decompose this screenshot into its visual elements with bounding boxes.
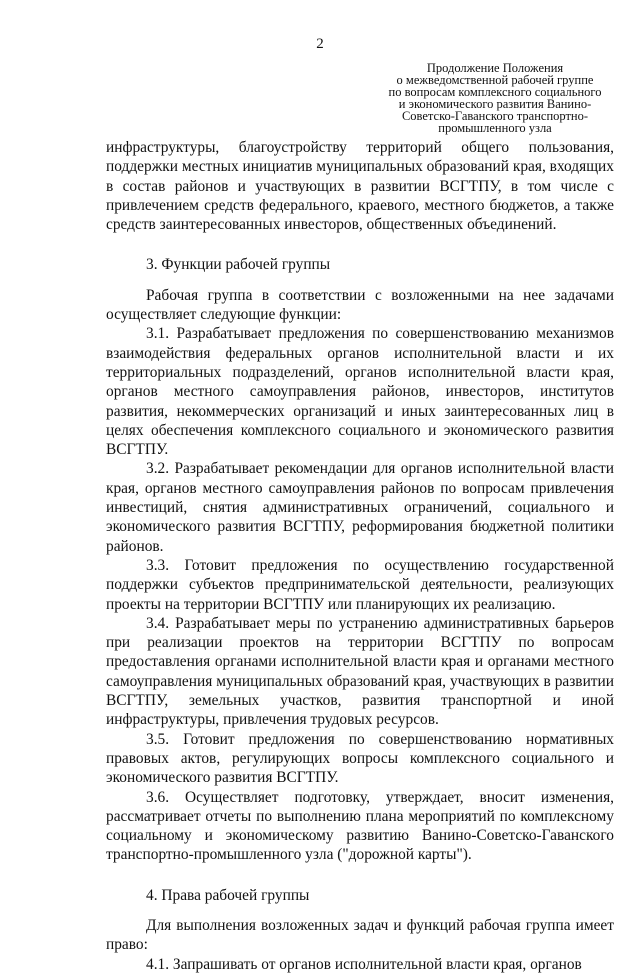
intro-paragraph: инфраструктуры, благоустройству территорий общего пользования, поддержки местных инициатив муниципальных образований края, входящих в состав районов и участвующих в развитии ВСГТПУ, в том числе с привлечением средств федерального, краевого, местного бюджетов, а также средств заинтересованных инвесторов, общественных объединений. (106, 139, 614, 234)
header-note-line: промышленного узла (438, 121, 552, 135)
section-3-heading: 3. Функции рабочей группы (146, 256, 331, 274)
page-number: 2 (316, 36, 324, 52)
section-4-intro: Для выполнения возложенных задач и функций рабочая группа имеет право: (106, 916, 614, 954)
header-note-line: Продолжение Положения (426, 61, 564, 75)
document-body (106, 138, 614, 974)
section-4-heading: 4. Права рабочей группы (146, 886, 310, 904)
section-3-item: 3.6. Осуществляет подготовку, утверждает, вносит изменения, рассматривает отчеты по выполнению плана мероприятий по комплексному социальному и экономическому развитию Ванино-Советско-Гаванского транспортно-промышленного узла ("дорожной карты"). (106, 788, 614, 864)
section-3-intro: Рабочая группа в соответствии с возложенными на нее задачами осуществляет следующие функции: (106, 286, 614, 324)
header-note (385, 62, 605, 134)
section-3-item: 3.3. Готовит предложения по осуществлению государственной поддержки субъектов предпринимательской деятельности, реализующих проекты на территории ВСГТПУ или планирующих их реализацию. (106, 556, 614, 613)
section-3-item: 3.2. Разрабатывает рекомендации для органов исполнительной власти края, органов местного самоуправления районов по вопросам привлечения инвестиций, снятия административных ограничений, социального и экономического развития ВСГТПУ, реформирования бюджетной политики районов. (106, 460, 614, 555)
section-4-item: 4.1. Запрашивать от органов исполнительной власти края, органов (146, 955, 582, 973)
section-3-item: 3.4. Разрабатывает меры по устранению административных барьеров при реализации проектов на территории ВСГТПУ по вопросам предоставления органами исполнительной власти края и органами местного самоуправления муниципальных образований края, участвующих в развитии ВСГТПУ, земельных участков, развития транспортной и иной инфраструктуры, привлечения трудовых ресурсов. (106, 614, 614, 729)
header-note-line: о межведомственной рабочей группе (396, 73, 594, 87)
header-note-line: и экономического развития Ванино- (398, 97, 592, 111)
header-note-line: Советско-Гаванского транспортно- (401, 109, 589, 123)
section-3-item: 3.5. Готовит предложения по совершенствованию нормативных правовых актов, регулирующих вопросы комплексного социального и экономического развития ВСГТПУ. (106, 730, 614, 787)
section-3-item: 3.1. Разрабатывает предложения по совершенствованию механизмов взаимодействия федеральных органов исполнительной власти и их территориальных подразделений, органов исполнительной власти края, органов местного самоуправления районов, инвесторов, институтов развития, некоммерческих организаций и иных заинтересованных лиц в целях обеспечения комплексного социального и экономического развития ВСГТПУ. (106, 325, 614, 459)
header-note-line: по вопросам комплексного социального (388, 85, 602, 99)
